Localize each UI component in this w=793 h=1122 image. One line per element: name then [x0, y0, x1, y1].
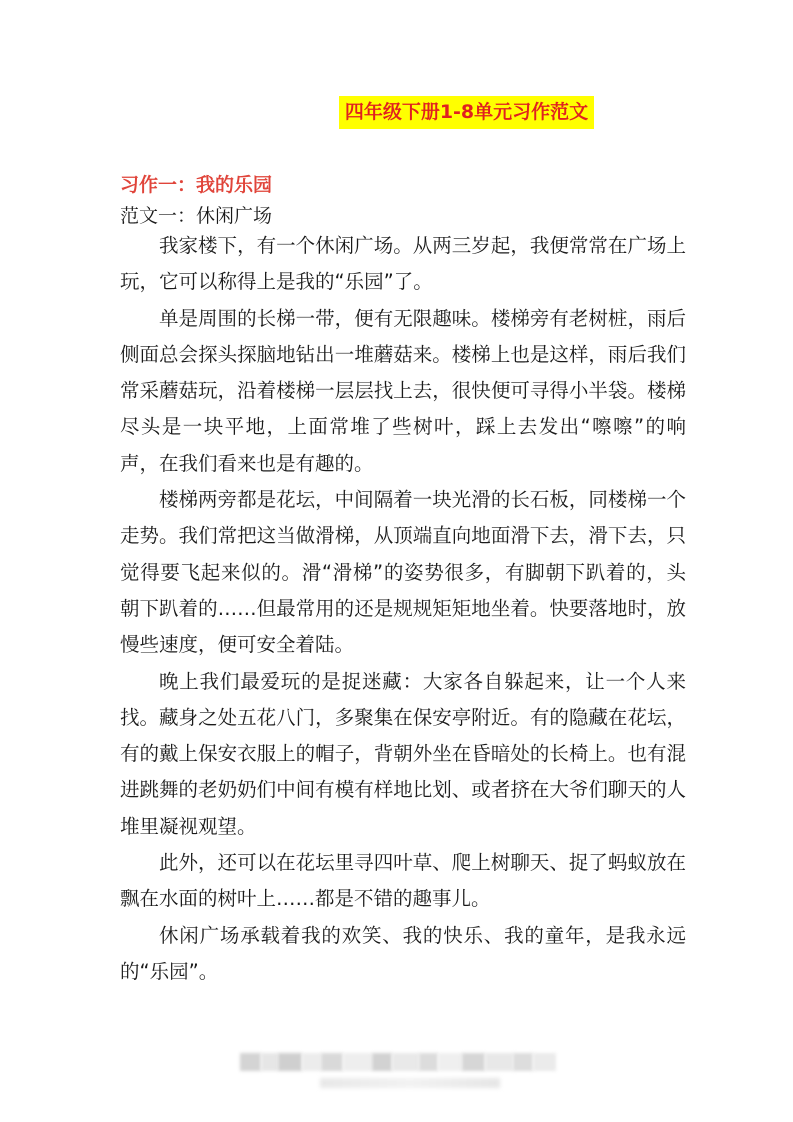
paragraph: 楼梯两旁都是花坛，中间隔着一块光滑的长石板，同楼梯一个走势。我们常把这当做滑梯，从顶端直向地面滑下去，滑下去，只觉得要飞起来似的。滑“滑梯”的姿势很多，有脚朝下趴着的，头朝下趴着的……但最常用的还是规规矩矩地坐着。快要落地时，放慢些速度，便可安全着陆。 — [120, 488, 686, 657]
paragraph: 我家楼下，有一个休闲广场。从两三岁起，我便常常在广场上玩，它可以称得上是我的“乐园”了。 — [120, 234, 686, 294]
blurred-footer-line — [320, 1078, 500, 1088]
section-heading: 习作一：我的乐园 — [120, 174, 273, 196]
paragraph: 单是周围的长梯一带，便有无限趣味。楼梯旁有老树桩，雨后侧面总会探头探脑地钻出一堆蘑菇来。楼梯上也是这样，雨后我们常采蘑菇玩，沿着楼梯一层层找上去，很快便可寻得小半袋。楼梯尽头是一块平地，上面常堆了些树叶，踩上去发出“嚓嚓”的响声，在我们看来也是有趣的。 — [120, 306, 686, 475]
paragraph: 晚上我们最爱玩的是捉迷藏：大家各自躲起来，让一个人来找。藏身之处五花八门，多聚集在保安亭附近。有的隐藏在花坛，有的戴上保安衣服上的帽子，背朝外坐在昏暗处的长椅上。也有混进跳舞的老奶奶们中间有模有样地比划、或者挤在大爷们聊天的人堆里凝视观望。 — [120, 669, 686, 838]
essay-subtitle: 范文一：休闲广场 — [120, 205, 273, 227]
paragraph: 休闲广场承载着我的欢笑、我的快乐、我的童年，是我永远的“乐园”。 — [120, 923, 686, 983]
document-title: 四年级下册1-8单元习作范文 — [339, 96, 594, 129]
essay-body — [120, 228, 686, 990]
blurred-footer-watermark — [240, 1053, 556, 1071]
paragraph: 此外，还可以在花坛里寻四叶草、爬上树聊天、捉了蚂蚁放在飘在水面的树叶上……都是不错的趣事儿。 — [120, 851, 686, 911]
title-wrapper — [0, 96, 793, 129]
